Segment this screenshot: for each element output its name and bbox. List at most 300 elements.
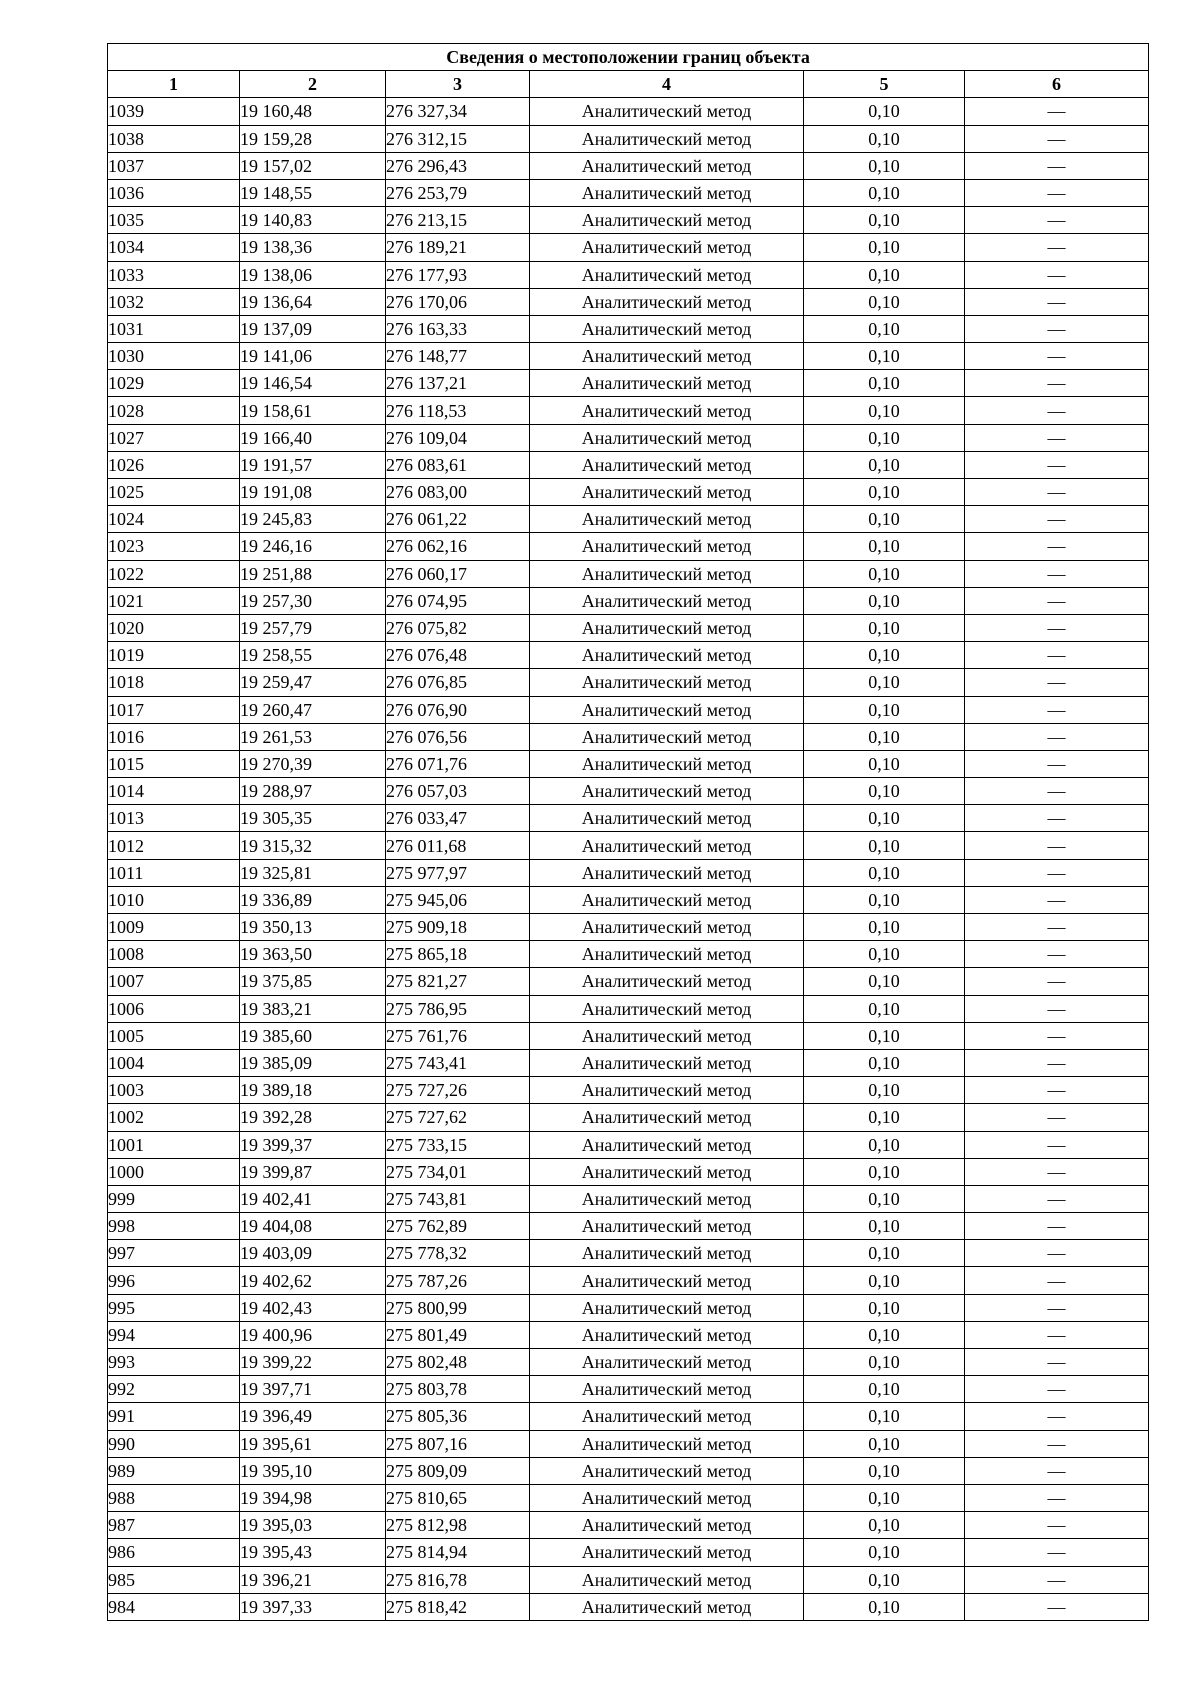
- coord-y-cell: 275 812,98: [386, 1512, 530, 1539]
- coord-y-cell: 275 727,62: [386, 1104, 530, 1131]
- table-row: [108, 1430, 1149, 1457]
- coord-y-cell: 275 762,89: [386, 1213, 530, 1240]
- coord-x-cell: 19 397,33: [240, 1593, 386, 1620]
- coord-y-cell: 275 727,26: [386, 1077, 530, 1104]
- table-row: [108, 397, 1149, 424]
- coord-y-cell: 276 189,21: [386, 234, 530, 261]
- precision-cell: 0,10: [804, 1593, 965, 1620]
- table-row: [108, 451, 1149, 478]
- table-row: [108, 859, 1149, 886]
- point-number-cell: 986: [108, 1539, 240, 1566]
- description-cell: —: [965, 968, 1149, 995]
- precision-cell: 0,10: [804, 995, 965, 1022]
- coord-y-cell: 275 945,06: [386, 886, 530, 913]
- description-cell: —: [965, 1566, 1149, 1593]
- coord-x-cell: 19 404,08: [240, 1213, 386, 1240]
- precision-cell: 0,10: [804, 479, 965, 506]
- precision-cell: 0,10: [804, 587, 965, 614]
- coord-x-cell: 19 385,09: [240, 1049, 386, 1076]
- point-number-cell: 996: [108, 1267, 240, 1294]
- coord-x-cell: 19 315,32: [240, 832, 386, 859]
- description-cell: —: [965, 125, 1149, 152]
- coord-y-cell: 275 787,26: [386, 1267, 530, 1294]
- column-header: 6: [965, 71, 1149, 98]
- coord-x-cell: 19 245,83: [240, 506, 386, 533]
- precision-cell: 0,10: [804, 288, 965, 315]
- description-cell: —: [965, 805, 1149, 832]
- precision-cell: 0,10: [804, 1566, 965, 1593]
- precision-cell: 0,10: [804, 805, 965, 832]
- point-number-cell: 1017: [108, 696, 240, 723]
- precision-cell: 0,10: [804, 125, 965, 152]
- description-cell: —: [965, 1213, 1149, 1240]
- column-header: 4: [530, 71, 804, 98]
- description-cell: —: [965, 506, 1149, 533]
- precision-cell: 0,10: [804, 1484, 965, 1511]
- description-cell: —: [965, 315, 1149, 342]
- table-row: [108, 1457, 1149, 1484]
- table-row: [108, 832, 1149, 859]
- method-cell: Аналитический метод: [530, 669, 804, 696]
- precision-cell: 0,10: [804, 778, 965, 805]
- method-cell: Аналитический метод: [530, 1430, 804, 1457]
- precision-cell: 0,10: [804, 370, 965, 397]
- coord-x-cell: 19 395,43: [240, 1539, 386, 1566]
- table-row: [108, 315, 1149, 342]
- table-row: [108, 1512, 1149, 1539]
- coord-x-cell: 19 136,64: [240, 288, 386, 315]
- table-row: [108, 288, 1149, 315]
- description-cell: —: [965, 995, 1149, 1022]
- method-cell: Аналитический метод: [530, 723, 804, 750]
- method-cell: Аналитический метод: [530, 1022, 804, 1049]
- table-title-row: [108, 44, 1149, 71]
- description-cell: —: [965, 1484, 1149, 1511]
- table-row: [108, 1104, 1149, 1131]
- method-cell: Аналитический метод: [530, 1457, 804, 1484]
- coord-y-cell: 275 803,78: [386, 1376, 530, 1403]
- method-cell: Аналитический метод: [530, 288, 804, 315]
- coord-y-cell: 276 170,06: [386, 288, 530, 315]
- coord-x-cell: 19 397,71: [240, 1376, 386, 1403]
- precision-cell: 0,10: [804, 941, 965, 968]
- point-number-cell: 1020: [108, 614, 240, 641]
- precision-cell: 0,10: [804, 234, 965, 261]
- coord-y-cell: 275 761,76: [386, 1022, 530, 1049]
- description-cell: —: [965, 1049, 1149, 1076]
- coord-y-cell: 276 109,04: [386, 424, 530, 451]
- column-header: 3: [386, 71, 530, 98]
- coord-y-cell: 275 800,99: [386, 1294, 530, 1321]
- point-number-cell: 994: [108, 1321, 240, 1348]
- coord-y-cell: 276 062,16: [386, 533, 530, 560]
- description-cell: —: [965, 614, 1149, 641]
- point-number-cell: 1037: [108, 152, 240, 179]
- method-cell: Аналитический метод: [530, 995, 804, 1022]
- description-cell: —: [965, 1403, 1149, 1430]
- method-cell: Аналитический метод: [530, 234, 804, 261]
- coord-y-cell: 276 076,90: [386, 696, 530, 723]
- precision-cell: 0,10: [804, 207, 965, 234]
- description-cell: —: [965, 207, 1149, 234]
- precision-cell: 0,10: [804, 506, 965, 533]
- precision-cell: 0,10: [804, 832, 965, 859]
- coord-y-cell: 276 076,85: [386, 669, 530, 696]
- coord-y-cell: 276 083,00: [386, 479, 530, 506]
- document-page: [107, 43, 1148, 1621]
- coord-y-cell: 276 253,79: [386, 179, 530, 206]
- method-cell: Аналитический метод: [530, 832, 804, 859]
- point-number-cell: 991: [108, 1403, 240, 1430]
- table-row: [108, 1566, 1149, 1593]
- method-cell: Аналитический метод: [530, 968, 804, 995]
- coord-x-cell: 19 261,53: [240, 723, 386, 750]
- coord-x-cell: 19 258,55: [240, 642, 386, 669]
- method-cell: Аналитический метод: [530, 1131, 804, 1158]
- table-row: [108, 1158, 1149, 1185]
- precision-cell: 0,10: [804, 1185, 965, 1212]
- coord-x-cell: 19 148,55: [240, 179, 386, 206]
- point-number-cell: 990: [108, 1430, 240, 1457]
- description-cell: —: [965, 479, 1149, 506]
- table-row: [108, 968, 1149, 995]
- description-cell: —: [965, 1104, 1149, 1131]
- precision-cell: 0,10: [804, 1512, 965, 1539]
- description-cell: —: [965, 397, 1149, 424]
- point-number-cell: 1001: [108, 1131, 240, 1158]
- coord-y-cell: 275 734,01: [386, 1158, 530, 1185]
- table-row: [108, 1213, 1149, 1240]
- precision-cell: 0,10: [804, 1104, 965, 1131]
- method-cell: Аналитический метод: [530, 261, 804, 288]
- method-cell: Аналитический метод: [530, 343, 804, 370]
- table-row: [108, 886, 1149, 913]
- precision-cell: 0,10: [804, 1240, 965, 1267]
- point-number-cell: 1011: [108, 859, 240, 886]
- method-cell: Аналитический метод: [530, 696, 804, 723]
- table-row: [108, 1131, 1149, 1158]
- precision-cell: 0,10: [804, 968, 965, 995]
- point-number-cell: 1007: [108, 968, 240, 995]
- description-cell: —: [965, 1022, 1149, 1049]
- method-cell: Аналитический метод: [530, 98, 804, 125]
- point-number-cell: 1000: [108, 1158, 240, 1185]
- point-number-cell: 989: [108, 1457, 240, 1484]
- coord-x-cell: 19 191,57: [240, 451, 386, 478]
- table-row: [108, 805, 1149, 832]
- point-number-cell: 1006: [108, 995, 240, 1022]
- description-cell: —: [965, 941, 1149, 968]
- coord-x-cell: 19 396,49: [240, 1403, 386, 1430]
- table-row: [108, 941, 1149, 968]
- table-row: [108, 234, 1149, 261]
- method-cell: Аналитический метод: [530, 750, 804, 777]
- precision-cell: 0,10: [804, 261, 965, 288]
- table-row: [108, 1294, 1149, 1321]
- point-number-cell: 1002: [108, 1104, 240, 1131]
- coord-x-cell: 19 392,28: [240, 1104, 386, 1131]
- coord-x-cell: 19 160,48: [240, 98, 386, 125]
- method-cell: Аналитический метод: [530, 1566, 804, 1593]
- method-cell: Аналитический метод: [530, 886, 804, 913]
- coord-y-cell: 275 743,81: [386, 1185, 530, 1212]
- coord-x-cell: 19 325,81: [240, 859, 386, 886]
- coord-y-cell: 276 296,43: [386, 152, 530, 179]
- point-number-cell: 1031: [108, 315, 240, 342]
- description-cell: —: [965, 669, 1149, 696]
- coord-x-cell: 19 257,79: [240, 614, 386, 641]
- method-cell: Аналитический метод: [530, 1376, 804, 1403]
- point-number-cell: 1015: [108, 750, 240, 777]
- point-number-cell: 997: [108, 1240, 240, 1267]
- precision-cell: 0,10: [804, 560, 965, 587]
- method-cell: Аналитический метод: [530, 125, 804, 152]
- point-number-cell: 1008: [108, 941, 240, 968]
- precision-cell: 0,10: [804, 1049, 965, 1076]
- method-cell: Аналитический метод: [530, 859, 804, 886]
- coord-y-cell: 275 733,15: [386, 1131, 530, 1158]
- precision-cell: 0,10: [804, 1131, 965, 1158]
- coord-y-cell: 276 076,56: [386, 723, 530, 750]
- description-cell: —: [965, 1131, 1149, 1158]
- description-cell: —: [965, 914, 1149, 941]
- coord-y-cell: 276 137,21: [386, 370, 530, 397]
- description-cell: —: [965, 859, 1149, 886]
- table-row: [108, 261, 1149, 288]
- coord-x-cell: 19 350,13: [240, 914, 386, 941]
- point-number-cell: 1036: [108, 179, 240, 206]
- coord-y-cell: 276 074,95: [386, 587, 530, 614]
- table-row: [108, 1267, 1149, 1294]
- coord-x-cell: 19 395,61: [240, 1430, 386, 1457]
- coord-x-cell: 19 138,06: [240, 261, 386, 288]
- coord-y-cell: 275 807,16: [386, 1430, 530, 1457]
- description-cell: —: [965, 642, 1149, 669]
- coord-x-cell: 19 399,37: [240, 1131, 386, 1158]
- description-cell: —: [965, 1077, 1149, 1104]
- description-cell: —: [965, 234, 1149, 261]
- table-row: [108, 179, 1149, 206]
- precision-cell: 0,10: [804, 642, 965, 669]
- point-number-cell: 1021: [108, 587, 240, 614]
- description-cell: —: [965, 370, 1149, 397]
- point-number-cell: 1028: [108, 397, 240, 424]
- table-row: [108, 1022, 1149, 1049]
- point-number-cell: 988: [108, 1484, 240, 1511]
- coord-x-cell: 19 157,02: [240, 152, 386, 179]
- method-cell: Аналитический метод: [530, 1267, 804, 1294]
- coord-x-cell: 19 141,06: [240, 343, 386, 370]
- precision-cell: 0,10: [804, 1267, 965, 1294]
- table-row: [108, 778, 1149, 805]
- method-cell: Аналитический метод: [530, 614, 804, 641]
- coord-x-cell: 19 138,36: [240, 234, 386, 261]
- precision-cell: 0,10: [804, 859, 965, 886]
- point-number-cell: 995: [108, 1294, 240, 1321]
- method-cell: Аналитический метод: [530, 560, 804, 587]
- table-row: [108, 343, 1149, 370]
- point-number-cell: 1019: [108, 642, 240, 669]
- coord-x-cell: 19 395,03: [240, 1512, 386, 1539]
- point-number-cell: 1030: [108, 343, 240, 370]
- method-cell: Аналитический метод: [530, 1484, 804, 1511]
- precision-cell: 0,10: [804, 424, 965, 451]
- coord-y-cell: 276 163,33: [386, 315, 530, 342]
- table-row: [108, 533, 1149, 560]
- point-number-cell: 984: [108, 1593, 240, 1620]
- coord-x-cell: 19 257,30: [240, 587, 386, 614]
- precision-cell: 0,10: [804, 1321, 965, 1348]
- description-cell: —: [965, 451, 1149, 478]
- table-row: [108, 479, 1149, 506]
- coord-y-cell: 275 818,42: [386, 1593, 530, 1620]
- point-number-cell: 998: [108, 1213, 240, 1240]
- coord-y-cell: 276 148,77: [386, 343, 530, 370]
- precision-cell: 0,10: [804, 914, 965, 941]
- coord-y-cell: 275 821,27: [386, 968, 530, 995]
- coord-y-cell: 275 801,49: [386, 1321, 530, 1348]
- point-number-cell: 993: [108, 1349, 240, 1376]
- method-cell: Аналитический метод: [530, 805, 804, 832]
- coord-x-cell: 19 395,10: [240, 1457, 386, 1484]
- description-cell: —: [965, 723, 1149, 750]
- method-cell: Аналитический метод: [530, 1213, 804, 1240]
- method-cell: Аналитический метод: [530, 1077, 804, 1104]
- point-number-cell: 1010: [108, 886, 240, 913]
- method-cell: Аналитический метод: [530, 479, 804, 506]
- column-header: 5: [804, 71, 965, 98]
- point-number-cell: 1038: [108, 125, 240, 152]
- description-cell: —: [965, 696, 1149, 723]
- table-row: [108, 506, 1149, 533]
- coord-y-cell: 276 075,82: [386, 614, 530, 641]
- coord-x-cell: 19 159,28: [240, 125, 386, 152]
- precision-cell: 0,10: [804, 886, 965, 913]
- precision-cell: 0,10: [804, 315, 965, 342]
- coord-y-cell: 276 061,22: [386, 506, 530, 533]
- description-cell: —: [965, 886, 1149, 913]
- point-number-cell: 1013: [108, 805, 240, 832]
- coord-y-cell: 276 011,68: [386, 832, 530, 859]
- table-title: Сведения о местоположении границ объекта: [108, 44, 1149, 71]
- precision-cell: 0,10: [804, 669, 965, 696]
- table-row: [108, 995, 1149, 1022]
- table-row: [108, 1484, 1149, 1511]
- coord-y-cell: 276 076,48: [386, 642, 530, 669]
- coord-x-cell: 19 140,83: [240, 207, 386, 234]
- precision-cell: 0,10: [804, 533, 965, 560]
- point-number-cell: 1029: [108, 370, 240, 397]
- method-cell: Аналитический метод: [530, 424, 804, 451]
- coord-y-cell: 276 071,76: [386, 750, 530, 777]
- point-number-cell: 1032: [108, 288, 240, 315]
- coord-y-cell: 276 327,34: [386, 98, 530, 125]
- method-cell: Аналитический метод: [530, 207, 804, 234]
- method-cell: Аналитический метод: [530, 315, 804, 342]
- description-cell: —: [965, 750, 1149, 777]
- point-number-cell: 1027: [108, 424, 240, 451]
- description-cell: —: [965, 1593, 1149, 1620]
- method-cell: Аналитический метод: [530, 1512, 804, 1539]
- table-row: [108, 1240, 1149, 1267]
- coord-y-cell: 276 213,15: [386, 207, 530, 234]
- point-number-cell: 1018: [108, 669, 240, 696]
- point-number-cell: 987: [108, 1512, 240, 1539]
- precision-cell: 0,10: [804, 1294, 965, 1321]
- description-cell: —: [965, 1185, 1149, 1212]
- coord-x-cell: 19 399,22: [240, 1349, 386, 1376]
- coord-x-cell: 19 402,62: [240, 1267, 386, 1294]
- coord-x-cell: 19 402,41: [240, 1185, 386, 1212]
- precision-cell: 0,10: [804, 1376, 965, 1403]
- method-cell: Аналитический метод: [530, 1158, 804, 1185]
- column-header: 1: [108, 71, 240, 98]
- coord-y-cell: 276 060,17: [386, 560, 530, 587]
- coord-x-cell: 19 270,39: [240, 750, 386, 777]
- coord-x-cell: 19 385,60: [240, 1022, 386, 1049]
- table-row: [108, 152, 1149, 179]
- precision-cell: 0,10: [804, 98, 965, 125]
- point-number-cell: 1005: [108, 1022, 240, 1049]
- point-number-cell: 1014: [108, 778, 240, 805]
- table-row: [108, 1185, 1149, 1212]
- method-cell: Аналитический метод: [530, 1539, 804, 1566]
- description-cell: —: [965, 1376, 1149, 1403]
- precision-cell: 0,10: [804, 179, 965, 206]
- table-row: [108, 207, 1149, 234]
- point-number-cell: 985: [108, 1566, 240, 1593]
- coord-y-cell: 275 802,48: [386, 1349, 530, 1376]
- description-cell: —: [965, 1430, 1149, 1457]
- table-row: [108, 750, 1149, 777]
- coord-x-cell: 19 251,88: [240, 560, 386, 587]
- description-cell: —: [965, 1267, 1149, 1294]
- coord-y-cell: 276 177,93: [386, 261, 530, 288]
- coord-y-cell: 275 786,95: [386, 995, 530, 1022]
- description-cell: —: [965, 1512, 1149, 1539]
- method-cell: Аналитический метод: [530, 179, 804, 206]
- table-row: [108, 1403, 1149, 1430]
- method-cell: Аналитический метод: [530, 1294, 804, 1321]
- description-cell: —: [965, 1457, 1149, 1484]
- description-cell: —: [965, 832, 1149, 859]
- coord-x-cell: 19 375,85: [240, 968, 386, 995]
- point-number-cell: 1009: [108, 914, 240, 941]
- table-row: [108, 1049, 1149, 1076]
- method-cell: Аналитический метод: [530, 1321, 804, 1348]
- coord-x-cell: 19 383,21: [240, 995, 386, 1022]
- table-row: [108, 1539, 1149, 1566]
- method-cell: Аналитический метод: [530, 1403, 804, 1430]
- precision-cell: 0,10: [804, 451, 965, 478]
- coord-y-cell: 275 814,94: [386, 1539, 530, 1566]
- point-number-cell: 992: [108, 1376, 240, 1403]
- method-cell: Аналитический метод: [530, 642, 804, 669]
- precision-cell: 0,10: [804, 750, 965, 777]
- description-cell: —: [965, 1294, 1149, 1321]
- coord-x-cell: 19 191,08: [240, 479, 386, 506]
- description-cell: —: [965, 1349, 1149, 1376]
- method-cell: Аналитический метод: [530, 941, 804, 968]
- point-number-cell: 999: [108, 1185, 240, 1212]
- precision-cell: 0,10: [804, 1349, 965, 1376]
- method-cell: Аналитический метод: [530, 152, 804, 179]
- precision-cell: 0,10: [804, 1539, 965, 1566]
- coord-y-cell: 276 083,61: [386, 451, 530, 478]
- description-cell: —: [965, 778, 1149, 805]
- method-cell: Аналитический метод: [530, 778, 804, 805]
- coord-y-cell: 275 865,18: [386, 941, 530, 968]
